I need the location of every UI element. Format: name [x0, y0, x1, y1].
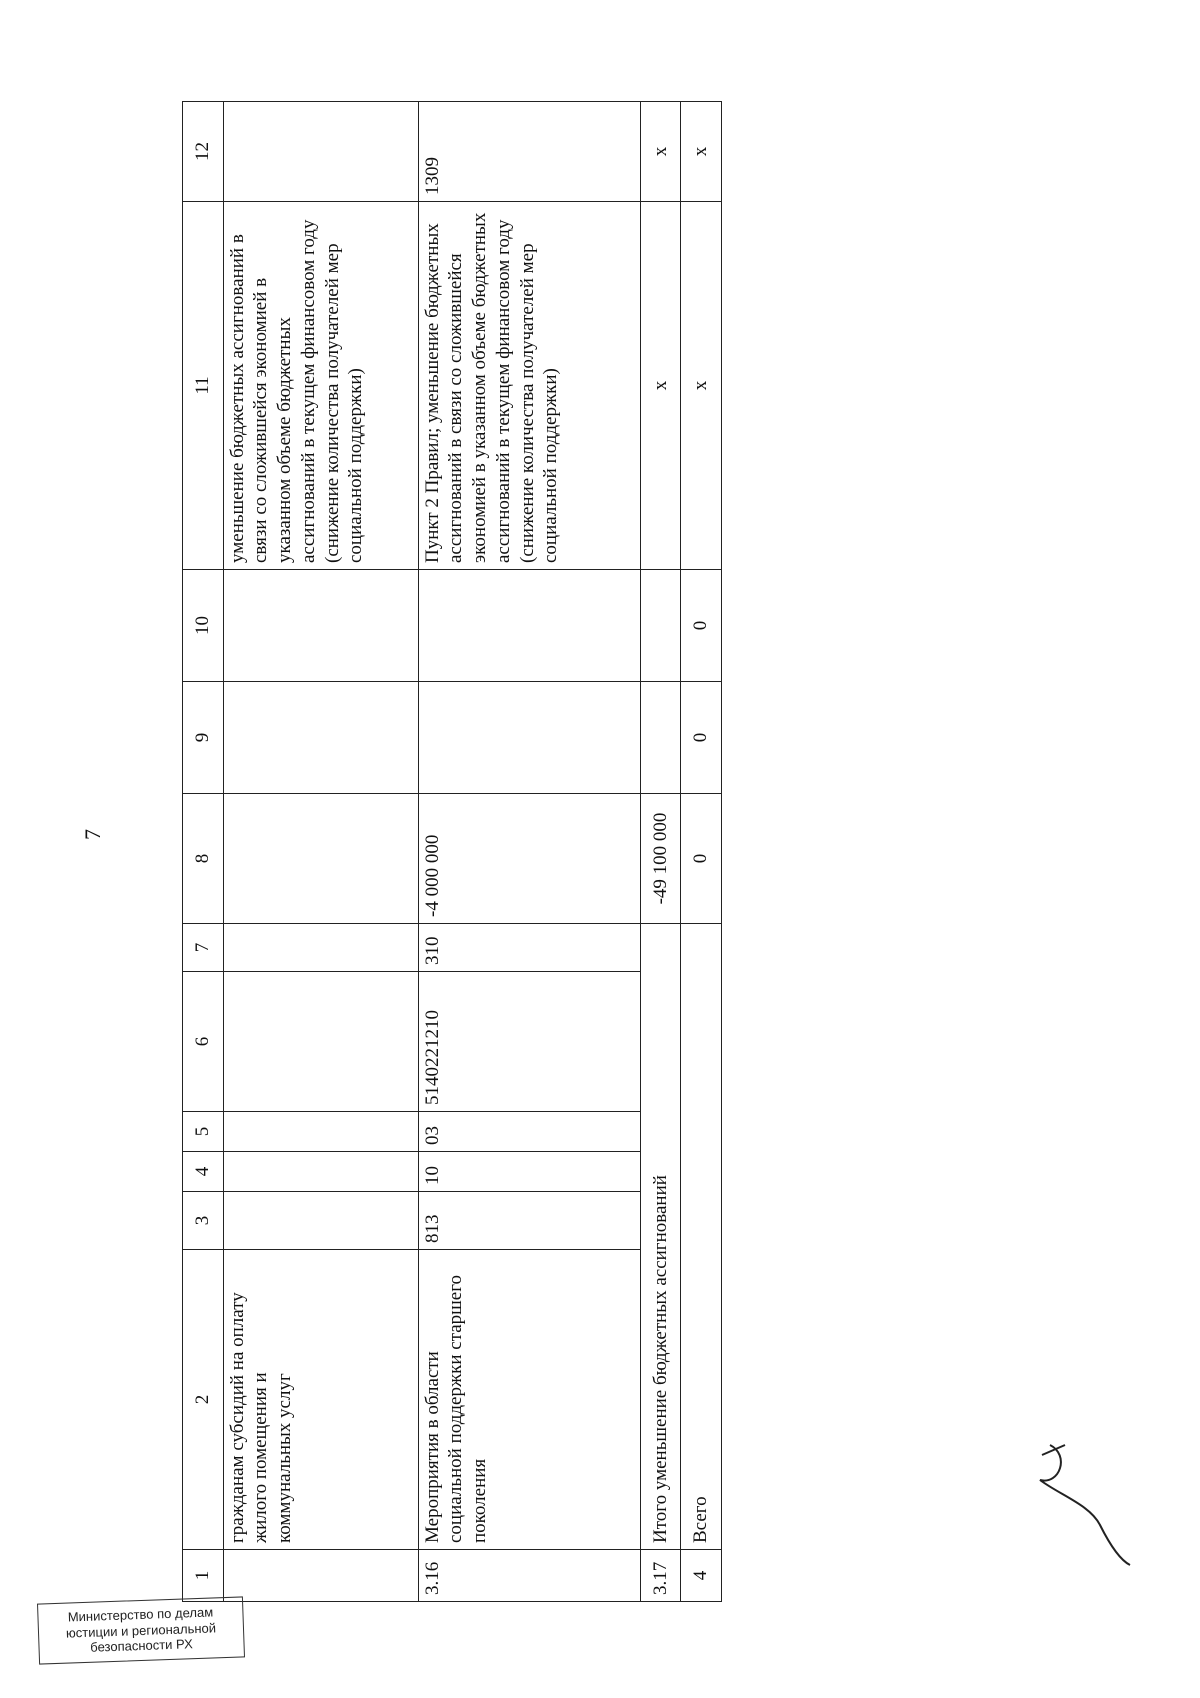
table-row — [223, 102, 418, 1602]
header-row — [183, 102, 224, 1602]
table-row — [418, 102, 640, 1602]
cell-num: 3.16 — [418, 1550, 640, 1602]
header-cell: 12 — [183, 102, 224, 202]
ministry-stamp — [37, 1596, 245, 1664]
budget-table — [182, 101, 722, 1602]
cell-grbs — [223, 1192, 418, 1250]
grand-total-basis: х — [681, 202, 722, 570]
stamp-line: Министерство по делам — [67, 1604, 214, 1625]
header-cell: 7 — [183, 924, 224, 972]
stamp-line: юстиции и региональной — [65, 1619, 217, 1641]
cell-section — [223, 1152, 418, 1192]
header-cell: 8 — [183, 794, 224, 924]
cell-target: 5140221210 — [418, 972, 640, 1112]
header-cell: 2 — [183, 1250, 224, 1550]
cell-subsection: 03 — [418, 1112, 640, 1152]
cell-code: 1309 — [418, 102, 640, 202]
signature — [1030, 1425, 1140, 1575]
header-cell: 6 — [183, 972, 224, 1112]
grand-total-amount-2: 0 — [681, 682, 722, 794]
header-cell: 1 — [183, 1550, 224, 1602]
rotated-table-container — [182, 102, 722, 1602]
cell-name: Мероприятия в области социальной поддержки старшего поколения — [418, 1250, 640, 1550]
total-amount-2 — [640, 682, 681, 794]
cell-amount-2 — [418, 682, 640, 794]
grand-total-amount-3: 0 — [681, 570, 722, 682]
cell-subsection — [223, 1112, 418, 1152]
total-label: Итого уменьшение бюджетных ассигнований — [640, 924, 681, 1550]
grand-total-amount-1: 0 — [681, 794, 722, 924]
header-cell: 3 — [183, 1192, 224, 1250]
page-number: 7 — [80, 829, 105, 840]
header-cell: 4 — [183, 1152, 224, 1192]
cell-amount-1: -4 000 000 — [418, 794, 640, 924]
grand-total-label: Всего — [681, 924, 722, 1550]
cell-num: 3.17 — [640, 1550, 681, 1602]
cell-grbs: 813 — [418, 1192, 640, 1250]
header-cell: 5 — [183, 1112, 224, 1152]
stamp-line: безопасности РХ — [90, 1636, 194, 1655]
cell-amount-1 — [223, 794, 418, 924]
total-amount-1: -49 100 000 — [640, 794, 681, 924]
cell-code — [223, 102, 418, 202]
grand-total-row — [681, 102, 722, 1602]
cell-num — [223, 1550, 418, 1602]
cell-basis: Пункт 2 Правил; уменьшение бюджетных ассигнований в связи со сложившейся экономией в указанном объеме бюджетных ассигнований в текущем финансовом году (снижение количества получателей мер социальной поддержки) — [418, 202, 640, 570]
header-cell: 11 — [183, 202, 224, 570]
total-code: х — [640, 102, 681, 202]
cell-section: 10 — [418, 1152, 640, 1192]
cell-amount-3 — [418, 570, 640, 682]
header-cell: 10 — [183, 570, 224, 682]
cell-kind: 310 — [418, 924, 640, 972]
total-basis: х — [640, 202, 681, 570]
total-row — [640, 102, 681, 1602]
cell-amount-2 — [223, 682, 418, 794]
cell-kind — [223, 924, 418, 972]
total-amount-3 — [640, 570, 681, 682]
header-cell: 9 — [183, 682, 224, 794]
cell-basis: уменьшение бюджетных ассигнований в связи со сложившейся экономией в указанном объеме бюджетных ассигнований в текущем финансовом году (снижение количества получателей мер социальной поддержки) — [223, 202, 418, 570]
cell-num: 4 — [681, 1550, 722, 1602]
cell-amount-3 — [223, 570, 418, 682]
cell-target — [223, 972, 418, 1112]
cell-name: гражданам субсидий на оплату жилого помещения и коммунальных услуг — [223, 1250, 418, 1550]
grand-total-code: х — [681, 102, 722, 202]
